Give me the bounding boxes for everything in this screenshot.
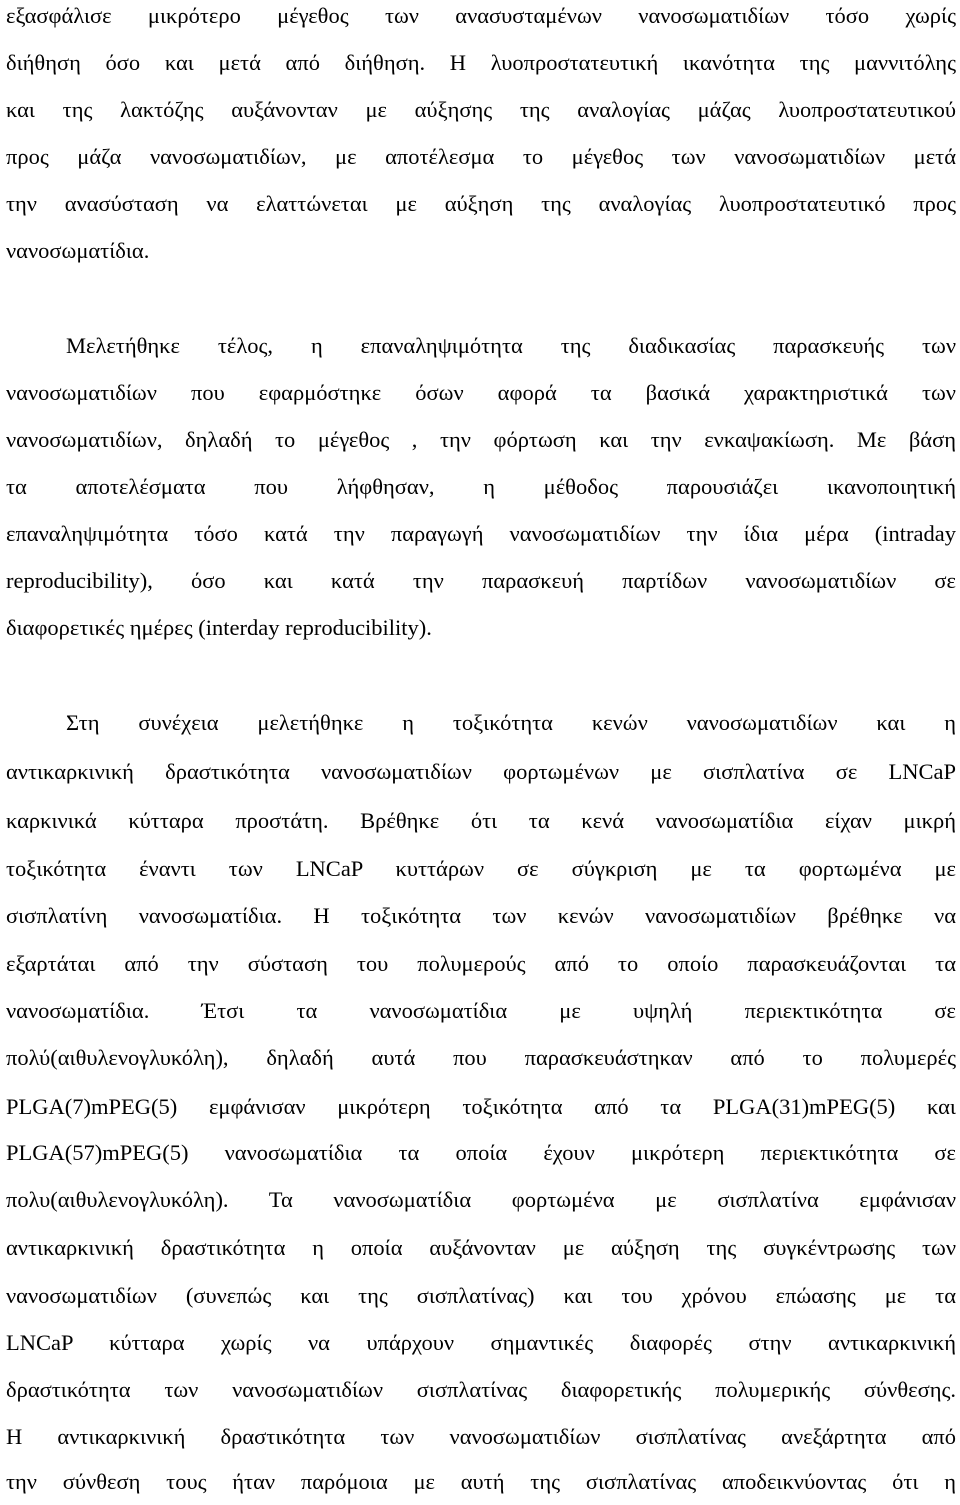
text-line: επαναληψιμότητα τόσο κατά την παραγωγή νανοσωματιδίων την ίδια μέρα (intraday bbox=[6, 521, 956, 546]
text-line: την σύνθεση τους ήταν παρόμοια με αυτή της σισπλατίνας αποδεικνύοντας ότι η bbox=[6, 1469, 956, 1494]
text-line: αντικαρκινική δραστικότητα νανοσωματιδίων φορτωμένων με σισπλατίνα σε LNCaP bbox=[6, 759, 956, 784]
text-line: νανοσωματιδίων που εφαρμόστηκε όσων αφορά τα βασικά χαρακτηριστικά των bbox=[6, 380, 956, 405]
text-line: νανοσωματιδίων (συνεπώς και της σισπλατίνας) και του χρόνου επώασης με τα bbox=[6, 1283, 956, 1308]
text-line: εξασφάλισε μικρότερο μέγεθος των ανασυσταμένων νανοσωματιδίων τόσο χωρίς bbox=[6, 3, 956, 28]
text-line: διήθηση όσο και μετά από διήθηση. Η λυοπροστατευτική ικανότητα της μαννιτόλης bbox=[6, 50, 956, 75]
text-line: τα αποτελέσματα που λήφθησαν, η μέθοδος παρουσιάζει ικανοποιητική bbox=[6, 474, 956, 499]
text-line: τοξικότητα έναντι των LNCaP κυττάρων σε σύγκριση με τα φορτωμένα με bbox=[6, 856, 956, 881]
text-line: αντικαρκινική δραστικότητα η οποία αυξάνονταν με αύξηση της συγκέντρωσης των bbox=[6, 1235, 956, 1260]
text-line: Η αντικαρκινική δραστικότητα των νανοσωματιδίων σισπλατίνας ανεξάρτητα από bbox=[6, 1424, 956, 1449]
text-line: την ανασύσταση να ελαττώνεται με αύξηση της αναλογίας λυοπροστατευτικό προς bbox=[6, 191, 956, 216]
text-line: δραστικότητα των νανοσωματιδίων σισπλατίνας διαφορετικής πολυμερικής σύνθεσης. bbox=[6, 1377, 956, 1402]
text-line: νανοσωματίδια. bbox=[6, 238, 150, 263]
text-line: PLGA(7)mPEG(5) εμφάνισαν μικρότερη τοξικότητα από τα PLGA(31)mPEG(5) και bbox=[6, 1094, 956, 1119]
text-line: πολυ(αιθυλενογλυκόλη). Τα νανοσωματίδια φορτωμένα με σισπλατίνα εμφάνισαν bbox=[6, 1187, 956, 1212]
text-line: πολύ(αιθυλενογλυκόλη), δηλαδή αυτά που παρασκευάστηκαν από το πολυμερές bbox=[6, 1045, 956, 1070]
text-line: διαφορετικές ημέρες (interday reproducibility). bbox=[6, 615, 432, 640]
text-line: Στη συνέχεια μελετήθηκε η τοξικότητα κενών νανοσωματιδίων και η bbox=[66, 710, 956, 735]
text-line: LNCaP κύτταρα χωρίς να υπάρχουν σημαντικές διαφορές στην αντικαρκινική bbox=[6, 1330, 956, 1355]
text-line: καρκινικά κύτταρα προστάτη. Βρέθηκε ότι τα κενά νανοσωματίδια είχαν μικρή bbox=[6, 808, 956, 833]
text-line: νανοσωματιδίων, δηλαδή το μέγεθος , την φόρτωση και την ενκαψακίωση. Με βάση bbox=[6, 427, 956, 452]
text-line: PLGA(57)mPEG(5) νανοσωματίδια τα οποία έχουν μικρότερη περιεκτικότητα σε bbox=[6, 1140, 956, 1165]
text-line: και της λακτόζης αυξάνονταν με αύξησης της αναλογίας μάζας λυοπροστατευτικού bbox=[6, 97, 956, 122]
text-line: νανοσωματίδια. Έτσι τα νανοσωματίδια με υψηλή περιεκτικότητα σε bbox=[6, 998, 956, 1023]
text-line: σισπλατίνη νανοσωματίδια. Η τοξικότητα των κενών νανοσωματιδίων βρέθηκε να bbox=[6, 903, 956, 928]
text-line: Μελετήθηκε τέλος, η επαναληψιμότητα της διαδικασίας παρασκευής των bbox=[66, 333, 956, 358]
text-line: reproducibility), όσο και κατά την παρασκευή παρτίδων νανοσωματιδίων σε bbox=[6, 568, 956, 593]
text-line: εξαρτάται από την σύσταση του πολυμερούς από το οποίο παρασκευάζονται τα bbox=[6, 951, 956, 976]
text-line: προς μάζα νανοσωματιδίων, με αποτέλεσμα το μέγεθος των νανοσωματιδίων μετά bbox=[6, 144, 956, 169]
